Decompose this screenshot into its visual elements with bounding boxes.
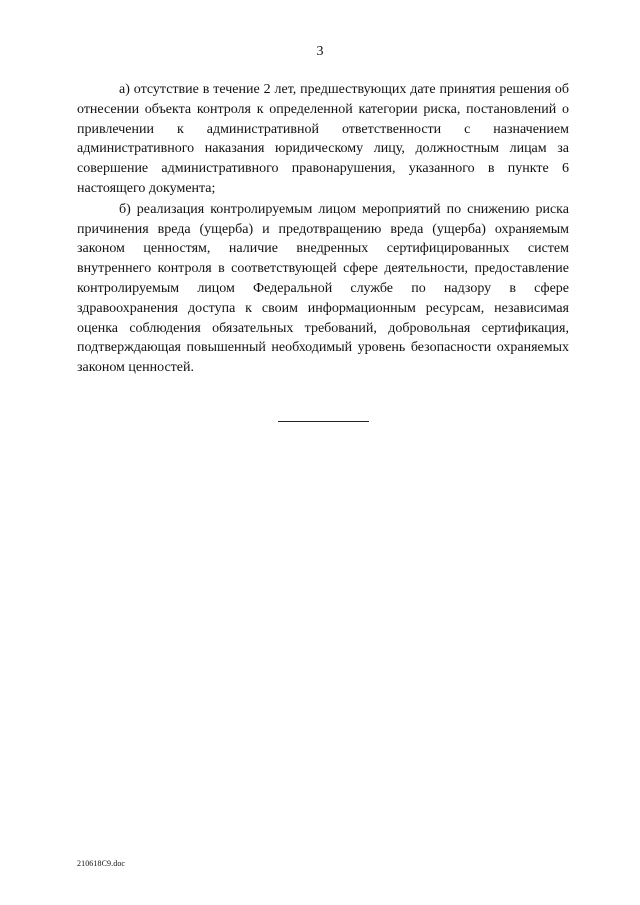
paragraph-b: б) реализация контролируемым лицом мероприятий по снижению риска причинения вреда (ущерба) и предотвращению вреда (ущерба) охраняемым законом ценностям, наличие внедренных сертифицированных систем внутреннего контроля в соответствующей сфере деятельности, предоставление контролируемым лицом Федеральной службе по надзору в сфере здравоохранения доступа к своим информационным ресурсам, независимая оценка соблюдения обязательных требований, добровольная сертификация, подтверждающая повышенный необходимый уровень безопасности охраняемых законом ценностей. [77,201,569,376]
document-body [77,80,569,378]
end-divider-line [278,421,369,422]
page-number: 3 [316,44,324,59]
footer-filename: 210618C9.doc [77,859,126,868]
paragraph-a: а) отсутствие в течение 2 лет, предшествующих дате принятия решения об отнесении объекта контроля к определенной категории риска, постановлений о привлечении к административной ответственности с назначением административного наказания юридическому лицу, должностным лицам за совершение административного правонарушения, указанного в пункте 6 настоящего документа; [77,82,569,196]
